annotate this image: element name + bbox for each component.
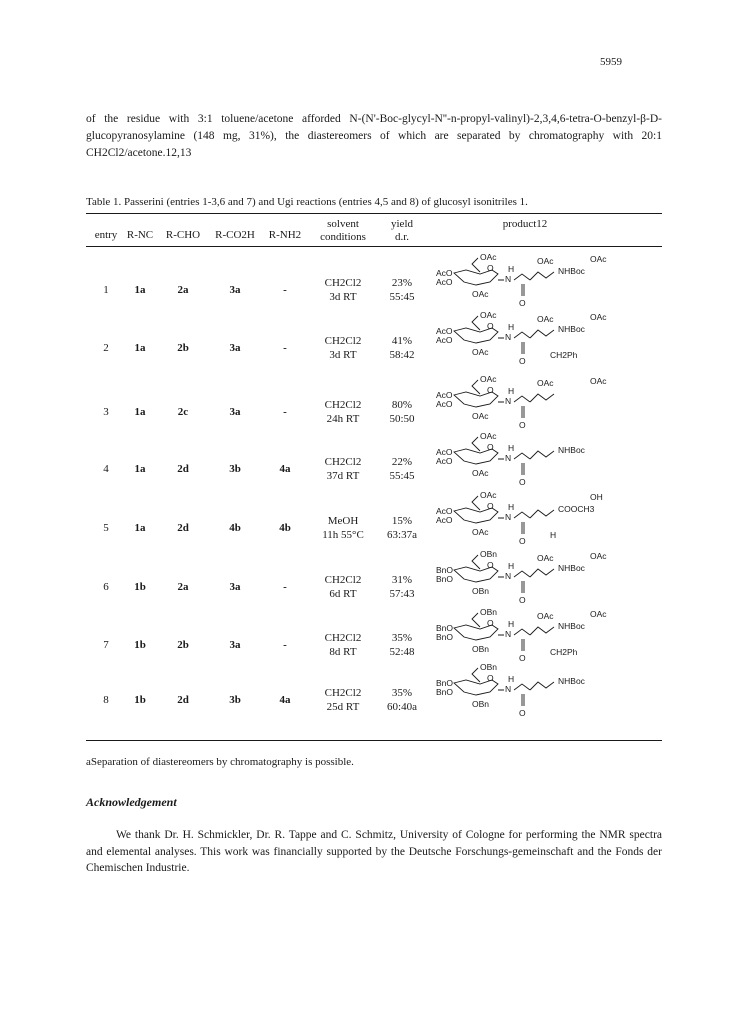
cell-rnh2-4: 4a bbox=[279, 463, 291, 475]
cell-rcho-1: 2a bbox=[177, 284, 189, 296]
cell-solvent-6: CH2Cl2 bbox=[324, 574, 362, 586]
struct-o4: AcO bbox=[436, 268, 453, 278]
struct-top-sub: OAc bbox=[537, 553, 554, 563]
struct-tail: COOCH3 bbox=[558, 504, 595, 514]
cell-rcho-6: 2a bbox=[177, 581, 189, 593]
struct-lower: CH2Ph bbox=[550, 350, 578, 360]
product-structure-4 bbox=[410, 429, 662, 491]
struct-carbonyl-o: O bbox=[519, 477, 526, 487]
product-structure-1 bbox=[410, 250, 662, 312]
cell-entry-2: 2 bbox=[103, 342, 109, 354]
product-structure-3 bbox=[410, 372, 662, 434]
struct-lower: H bbox=[550, 530, 557, 540]
struct-ring-o: O bbox=[487, 385, 494, 395]
product-structure-7 bbox=[410, 605, 662, 667]
cell-solvent-2: CH2Cl2 bbox=[324, 335, 362, 347]
cell-rco2h-6: 3a bbox=[229, 581, 241, 593]
struct-carbonyl-o: O bbox=[519, 595, 526, 605]
cell-solvent-7: CH2Cl2 bbox=[324, 632, 362, 644]
struct-h: H bbox=[508, 386, 515, 396]
struct-o4: AcO bbox=[436, 326, 453, 336]
cell-dr-4: 55:45 bbox=[389, 470, 415, 482]
struct-tail: NHBoc bbox=[558, 563, 585, 573]
cell-solvent-5: MeOH bbox=[327, 515, 359, 527]
struct-side: OAc bbox=[590, 376, 607, 386]
struct-tail: NHBoc bbox=[558, 266, 585, 276]
cell-yield-1: 23% bbox=[391, 277, 413, 289]
cell-rnh2-3: - bbox=[283, 406, 287, 418]
struct-o3: AcO bbox=[436, 515, 453, 525]
struct-n: N bbox=[505, 571, 512, 581]
product-structure-8 bbox=[410, 660, 662, 722]
struct-ring-o: O bbox=[487, 618, 494, 628]
cell-rnc-3: 1a bbox=[134, 406, 146, 418]
cell-rcho-3: 2c bbox=[177, 406, 189, 418]
struct-o3: BnO bbox=[436, 574, 454, 584]
struct-side: OAc bbox=[590, 551, 607, 561]
table-footnote: aSeparation of diastereomers by chromatography is possible. bbox=[86, 756, 354, 768]
struct-o4: AcO bbox=[436, 447, 453, 457]
struct-o6: OBn bbox=[480, 549, 498, 559]
struct-o6: OAc bbox=[480, 252, 497, 262]
header-rnc: R-NC bbox=[126, 229, 154, 241]
struct-n: N bbox=[505, 274, 512, 284]
struct-h: H bbox=[508, 619, 515, 629]
struct-side: OAc bbox=[590, 254, 607, 264]
cell-yield-5: 15% bbox=[391, 515, 413, 527]
struct-n: N bbox=[505, 396, 512, 406]
cell-conditions-4: 37d RT bbox=[326, 470, 360, 482]
cell-rnc-6: 1b bbox=[134, 581, 146, 593]
struct-carbonyl-o: O bbox=[519, 536, 526, 546]
cell-rnh2-8: 4a bbox=[279, 694, 291, 706]
struct-o4: BnO bbox=[436, 678, 454, 688]
struct-o3: BnO bbox=[436, 632, 454, 642]
cell-rco2h-1: 3a bbox=[229, 284, 241, 296]
cell-rco2h-8: 3b bbox=[229, 694, 241, 706]
cell-rcho-8: 2d bbox=[177, 694, 189, 706]
cell-entry-8: 8 bbox=[103, 694, 109, 706]
struct-o6: OBn bbox=[480, 607, 498, 617]
struct-o6: OAc bbox=[480, 490, 497, 500]
product-structure-6 bbox=[410, 547, 662, 609]
struct-carbonyl-o: O bbox=[519, 298, 526, 308]
struct-o2: OBn bbox=[472, 644, 490, 654]
cell-yield-4: 22% bbox=[391, 456, 413, 468]
struct-ring-o: O bbox=[487, 442, 494, 452]
struct-side: OH bbox=[590, 492, 603, 502]
cell-rnh2-2: - bbox=[283, 342, 287, 354]
cell-dr-5: 63:37a bbox=[387, 529, 417, 541]
struct-tail: NHBoc bbox=[558, 445, 585, 455]
struct-h: H bbox=[508, 561, 515, 571]
cell-rco2h-2: 3a bbox=[229, 342, 241, 354]
cell-rnh2-1: - bbox=[283, 284, 287, 296]
cell-entry-4: 4 bbox=[103, 463, 109, 475]
struct-o6: OAc bbox=[480, 374, 497, 384]
struct-o3: AcO bbox=[436, 399, 453, 409]
struct-ring-o: O bbox=[487, 321, 494, 331]
struct-ring-o: O bbox=[487, 501, 494, 511]
cell-rnh2-7: - bbox=[283, 639, 287, 651]
struct-side: OAc bbox=[590, 609, 607, 619]
struct-n: N bbox=[505, 629, 512, 639]
struct-o2: OAc bbox=[472, 411, 489, 421]
struct-o4: AcO bbox=[436, 390, 453, 400]
struct-o4: AcO bbox=[436, 506, 453, 516]
header-entry: entry bbox=[94, 229, 118, 241]
cell-rcho-2: 2b bbox=[177, 342, 189, 354]
struct-tail: NHBoc bbox=[558, 676, 585, 686]
cell-dr-6: 57:43 bbox=[389, 588, 415, 600]
intro-paragraph: of the residue with 3:1 toluene/acetone afforded N-(N'-Boc-glycyl-N''-n-propyl-valinyl)-2,3,4,6-tetra-O-benzyl-β-D-glucopyranosylamine (148 mg, 31%), the diastereomers of which are separated by chromatography with 20:1 CH2Cl2/acetone.12,13 bbox=[86, 113, 662, 159]
struct-carbonyl-o: O bbox=[519, 356, 526, 366]
cell-rnc-4: 1a bbox=[134, 463, 146, 475]
cell-rco2h-7: 3a bbox=[229, 639, 241, 651]
struct-carbonyl-o: O bbox=[519, 708, 526, 718]
cell-conditions-2: 3d RT bbox=[329, 349, 357, 361]
header-rnh2: R-NH2 bbox=[268, 229, 302, 241]
cell-solvent-1: CH2Cl2 bbox=[324, 277, 362, 289]
table-caption: Table 1. Passerini (entries 1-3,6 and 7) and Ugi reactions (entries 4,5 and 8) of glucosyl isonitriles 1. bbox=[86, 196, 528, 208]
cell-solvent-4: CH2Cl2 bbox=[324, 456, 362, 468]
struct-o2: OAc bbox=[472, 289, 489, 299]
cell-entry-3: 3 bbox=[103, 406, 109, 418]
struct-o6: OBn bbox=[480, 662, 498, 672]
struct-top-sub: OAc bbox=[537, 378, 554, 388]
cell-rnh2-6: - bbox=[283, 581, 287, 593]
cell-rco2h-3: 3a bbox=[229, 406, 241, 418]
struct-o4: BnO bbox=[436, 623, 454, 633]
cell-dr-1: 55:45 bbox=[389, 291, 415, 303]
page-number: 5959 bbox=[600, 56, 622, 68]
struct-o2: OBn bbox=[472, 586, 490, 596]
table-top-rule bbox=[86, 213, 662, 214]
struct-h: H bbox=[508, 674, 515, 684]
cell-rnc-5: 1a bbox=[134, 522, 146, 534]
product-structure-2 bbox=[410, 308, 662, 370]
cell-rcho-7: 2b bbox=[177, 639, 189, 651]
cell-rnc-8: 1b bbox=[134, 694, 146, 706]
cell-yield-3: 80% bbox=[391, 399, 413, 411]
struct-o3: AcO bbox=[436, 277, 453, 287]
struct-o2: OAc bbox=[472, 527, 489, 537]
struct-o2: OBn bbox=[472, 699, 490, 709]
struct-n: N bbox=[505, 684, 512, 694]
cell-rnc-7: 1b bbox=[134, 639, 146, 651]
struct-ring-o: O bbox=[487, 673, 494, 683]
struct-lower: CH2Ph bbox=[550, 647, 578, 657]
struct-h: H bbox=[508, 322, 515, 332]
cell-dr-2: 58:42 bbox=[389, 349, 415, 361]
struct-h: H bbox=[508, 443, 515, 453]
product-structure-5 bbox=[410, 488, 662, 550]
struct-n: N bbox=[505, 332, 512, 342]
cell-dr-7: 52:48 bbox=[389, 646, 415, 658]
struct-o3: BnO bbox=[436, 687, 454, 697]
table-bottom-rule bbox=[86, 740, 662, 741]
cell-entry-5: 5 bbox=[103, 522, 109, 534]
cell-rcho-5: 2d bbox=[177, 522, 189, 534]
struct-top-sub: OAc bbox=[537, 314, 554, 324]
cell-conditions-6: 6d RT bbox=[329, 588, 357, 600]
struct-n: N bbox=[505, 512, 512, 522]
struct-o2: OAc bbox=[472, 468, 489, 478]
cell-rnh2-5: 4b bbox=[279, 522, 291, 534]
cell-rco2h-5: 4b bbox=[229, 522, 241, 534]
header-rcho: R-CHO bbox=[165, 229, 201, 241]
struct-o6: OAc bbox=[480, 431, 497, 441]
cell-rnc-1: 1a bbox=[134, 284, 146, 296]
cell-yield-8: 35% bbox=[391, 687, 413, 699]
struct-carbonyl-o: O bbox=[519, 653, 526, 663]
cell-rcho-4: 2d bbox=[177, 463, 189, 475]
struct-carbonyl-o: O bbox=[519, 420, 526, 430]
acknowledgement-heading: Acknowledgement bbox=[86, 795, 177, 809]
struct-h: H bbox=[508, 502, 515, 512]
cell-conditions-1: 3d RT bbox=[329, 291, 357, 303]
struct-tail: NHBoc bbox=[558, 324, 585, 334]
cell-dr-3: 50:50 bbox=[389, 413, 415, 425]
struct-h: H bbox=[508, 264, 515, 274]
struct-n: N bbox=[505, 453, 512, 463]
cell-conditions-5: 11h 55°C bbox=[322, 529, 364, 541]
struct-ring-o: O bbox=[487, 560, 494, 570]
cell-solvent-8: CH2Cl2 bbox=[324, 687, 362, 699]
cell-solvent-3: CH2Cl2 bbox=[324, 399, 362, 411]
struct-o6: OAc bbox=[480, 310, 497, 320]
header-product: product12 bbox=[502, 218, 548, 230]
cell-entry-1: 1 bbox=[103, 284, 109, 296]
struct-o3: AcO bbox=[436, 335, 453, 345]
cell-rnc-2: 1a bbox=[134, 342, 146, 354]
cell-conditions-3: 24h RT bbox=[326, 413, 360, 425]
acknowledgement-text: We thank Dr. H. Schmickler, Dr. R. Tappe and C. Schmitz, University of Cologne for performing the NMR spectra and elemental analyses. This work was financially supported by the Deutsche Forschungs-gemeinschaft and the Fonds der Chemischen Industrie. bbox=[86, 829, 662, 874]
struct-tail: NHBoc bbox=[558, 621, 585, 631]
cell-yield-7: 35% bbox=[391, 632, 413, 644]
cell-yield-6: 31% bbox=[391, 574, 413, 586]
struct-o3: AcO bbox=[436, 456, 453, 466]
struct-top-sub: OAc bbox=[537, 611, 554, 621]
cell-dr-8: 60:40a bbox=[387, 701, 417, 713]
struct-o4: BnO bbox=[436, 565, 454, 575]
table-header-rule bbox=[86, 246, 662, 247]
struct-o2: OAc bbox=[472, 347, 489, 357]
struct-ring-o: O bbox=[487, 263, 494, 273]
header-solvent-conditions: solvent conditions bbox=[320, 218, 366, 243]
cell-rco2h-4: 3b bbox=[229, 463, 241, 475]
struct-top-sub: OAc bbox=[537, 256, 554, 266]
struct-side: OAc bbox=[590, 312, 607, 322]
cell-entry-6: 6 bbox=[103, 581, 109, 593]
cell-conditions-7: 8d RT bbox=[329, 646, 357, 658]
cell-entry-7: 7 bbox=[103, 639, 109, 651]
header-yield-dr: yield d.r. bbox=[391, 218, 413, 243]
cell-conditions-8: 25d RT bbox=[326, 701, 360, 713]
cell-yield-2: 41% bbox=[391, 335, 413, 347]
header-rco2h: R-CO2H bbox=[215, 229, 255, 241]
